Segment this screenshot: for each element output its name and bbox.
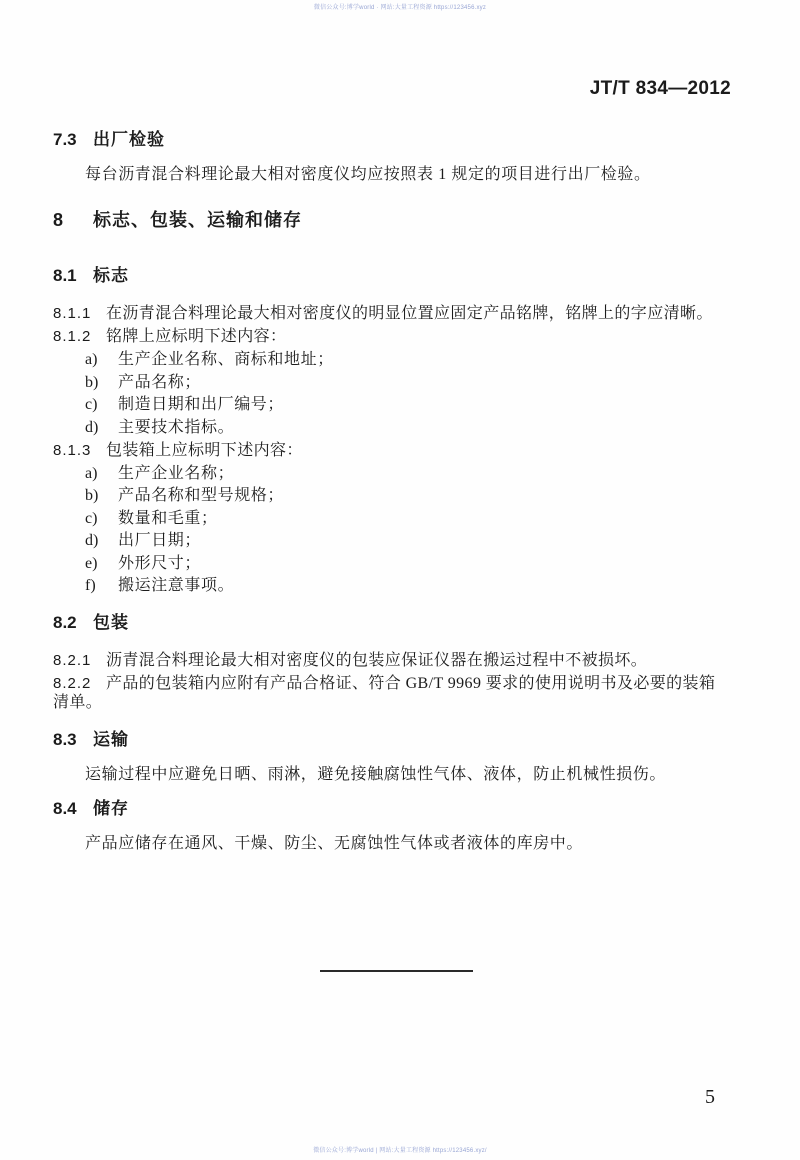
- list-item-text: 搬运注意事项。: [118, 577, 235, 594]
- section-title: 出厂检验: [93, 130, 165, 149]
- clause-text: 沥青混合料理论最大相对密度仪的包装应保证仪器在搬运过程中不被损坏。: [106, 652, 648, 669]
- list-item: [53, 486, 731, 505]
- watermark-bottom: 微信公众号:博学world | 网站:大量工程资源 https://123456.xyz/: [313, 1148, 487, 1154]
- clause: [53, 304, 731, 323]
- list-item-letter: a): [85, 351, 98, 368]
- clause-number: 8.2.1: [53, 652, 92, 669]
- section-title: 标志、包装、运输和储存: [93, 210, 302, 230]
- list-item: [53, 554, 731, 573]
- section-number: 8.2: [53, 613, 77, 632]
- clause-number: 8.2.2: [53, 675, 92, 692]
- page-number: 5: [705, 1086, 715, 1108]
- list-item-text: 外形尺寸；: [118, 554, 202, 572]
- standard-number-header: JT/T 834—2012: [589, 78, 731, 99]
- list-item-text: 生产企业名称；: [118, 464, 235, 482]
- list-item-letter: d): [85, 418, 99, 436]
- section-heading: [53, 612, 731, 634]
- clause-number: 8.1.1: [53, 305, 92, 322]
- section-number: 7.3: [53, 130, 77, 149]
- clause-text: 产品的包装箱内应附有产品合格证、符合 GB/T 9969 要求的使用说明书及必要的装箱清单。: [53, 675, 716, 711]
- list-item: [53, 418, 731, 437]
- list-item: [53, 531, 731, 550]
- list-item-letter: b): [85, 373, 99, 391]
- section-heading: [53, 798, 731, 820]
- list-item-letter: b): [85, 487, 99, 504]
- clause: [53, 441, 731, 460]
- paragraph: 产品应储存在通风、干燥、防尘、无腐蚀性气体或者液体的库房中。: [85, 835, 584, 852]
- list-item-text: 产品名称和型号规格；: [118, 487, 285, 504]
- list-item-letter: e): [85, 554, 98, 572]
- clause-number: 8.1.2: [53, 328, 92, 345]
- list-item: [53, 576, 731, 595]
- list-item: [53, 509, 731, 528]
- section-heading: [53, 209, 731, 231]
- list-item: [53, 395, 731, 414]
- section-heading: [53, 129, 731, 151]
- clause-text: 在沥青混合料理论最大相对密度仪的明显位置应固定产品铭牌，铭牌上的字应清晰。: [106, 305, 713, 322]
- list-item-text: 主要技术指标。: [118, 418, 235, 436]
- document-content: [0, 78, 800, 972]
- section-number: 8: [53, 210, 64, 230]
- section-heading: [53, 729, 731, 751]
- list-item: [53, 373, 731, 392]
- section-number: 8.1: [53, 266, 77, 285]
- list-item-text: 出厂日期；: [118, 532, 202, 549]
- clause: [53, 327, 731, 346]
- list-item-letter: d): [85, 532, 99, 549]
- list-item-text: 生产企业名称、商标和地址；: [118, 351, 334, 368]
- watermark-top: 微信公众号:博学world · 网站:大量工程资源 https://123456.xyz: [313, 5, 487, 11]
- section-number: 8.4: [53, 799, 77, 818]
- list-item-text: 制造日期和出厂编号；: [118, 396, 285, 413]
- clause-text: 包装箱上应标明下述内容：: [106, 441, 303, 459]
- section-title: 包装: [93, 613, 129, 632]
- paragraph: 运输过程中应避免日晒、雨淋，避免接触腐蚀性气体、液体，防止机械性损伤。: [85, 766, 667, 783]
- paragraph: 每台沥青混合料理论最大相对密度仪均应按照表 1 规定的项目进行出厂检验。: [85, 166, 651, 183]
- list-item-letter: f): [85, 577, 96, 594]
- list-item-letter: c): [85, 509, 98, 527]
- section-heading: [53, 265, 731, 287]
- divider-line: [320, 970, 473, 972]
- clause-text: 铭牌上应标明下述内容：: [106, 328, 287, 345]
- section-title: 运输: [93, 730, 129, 749]
- clause-number: 8.1.3: [53, 441, 92, 459]
- list-item-text: 数量和毛重；: [118, 509, 218, 527]
- list-item-letter: c): [85, 396, 98, 413]
- clause: [53, 651, 731, 670]
- clause: [53, 674, 731, 712]
- section-number: 8.3: [53, 730, 77, 749]
- list-item-letter: a): [85, 464, 98, 482]
- list-item: [53, 464, 731, 483]
- list-item-text: 产品名称；: [118, 373, 202, 391]
- list-item: [53, 350, 731, 369]
- section-title: 储存: [93, 799, 129, 818]
- section-title: 标志: [93, 266, 129, 285]
